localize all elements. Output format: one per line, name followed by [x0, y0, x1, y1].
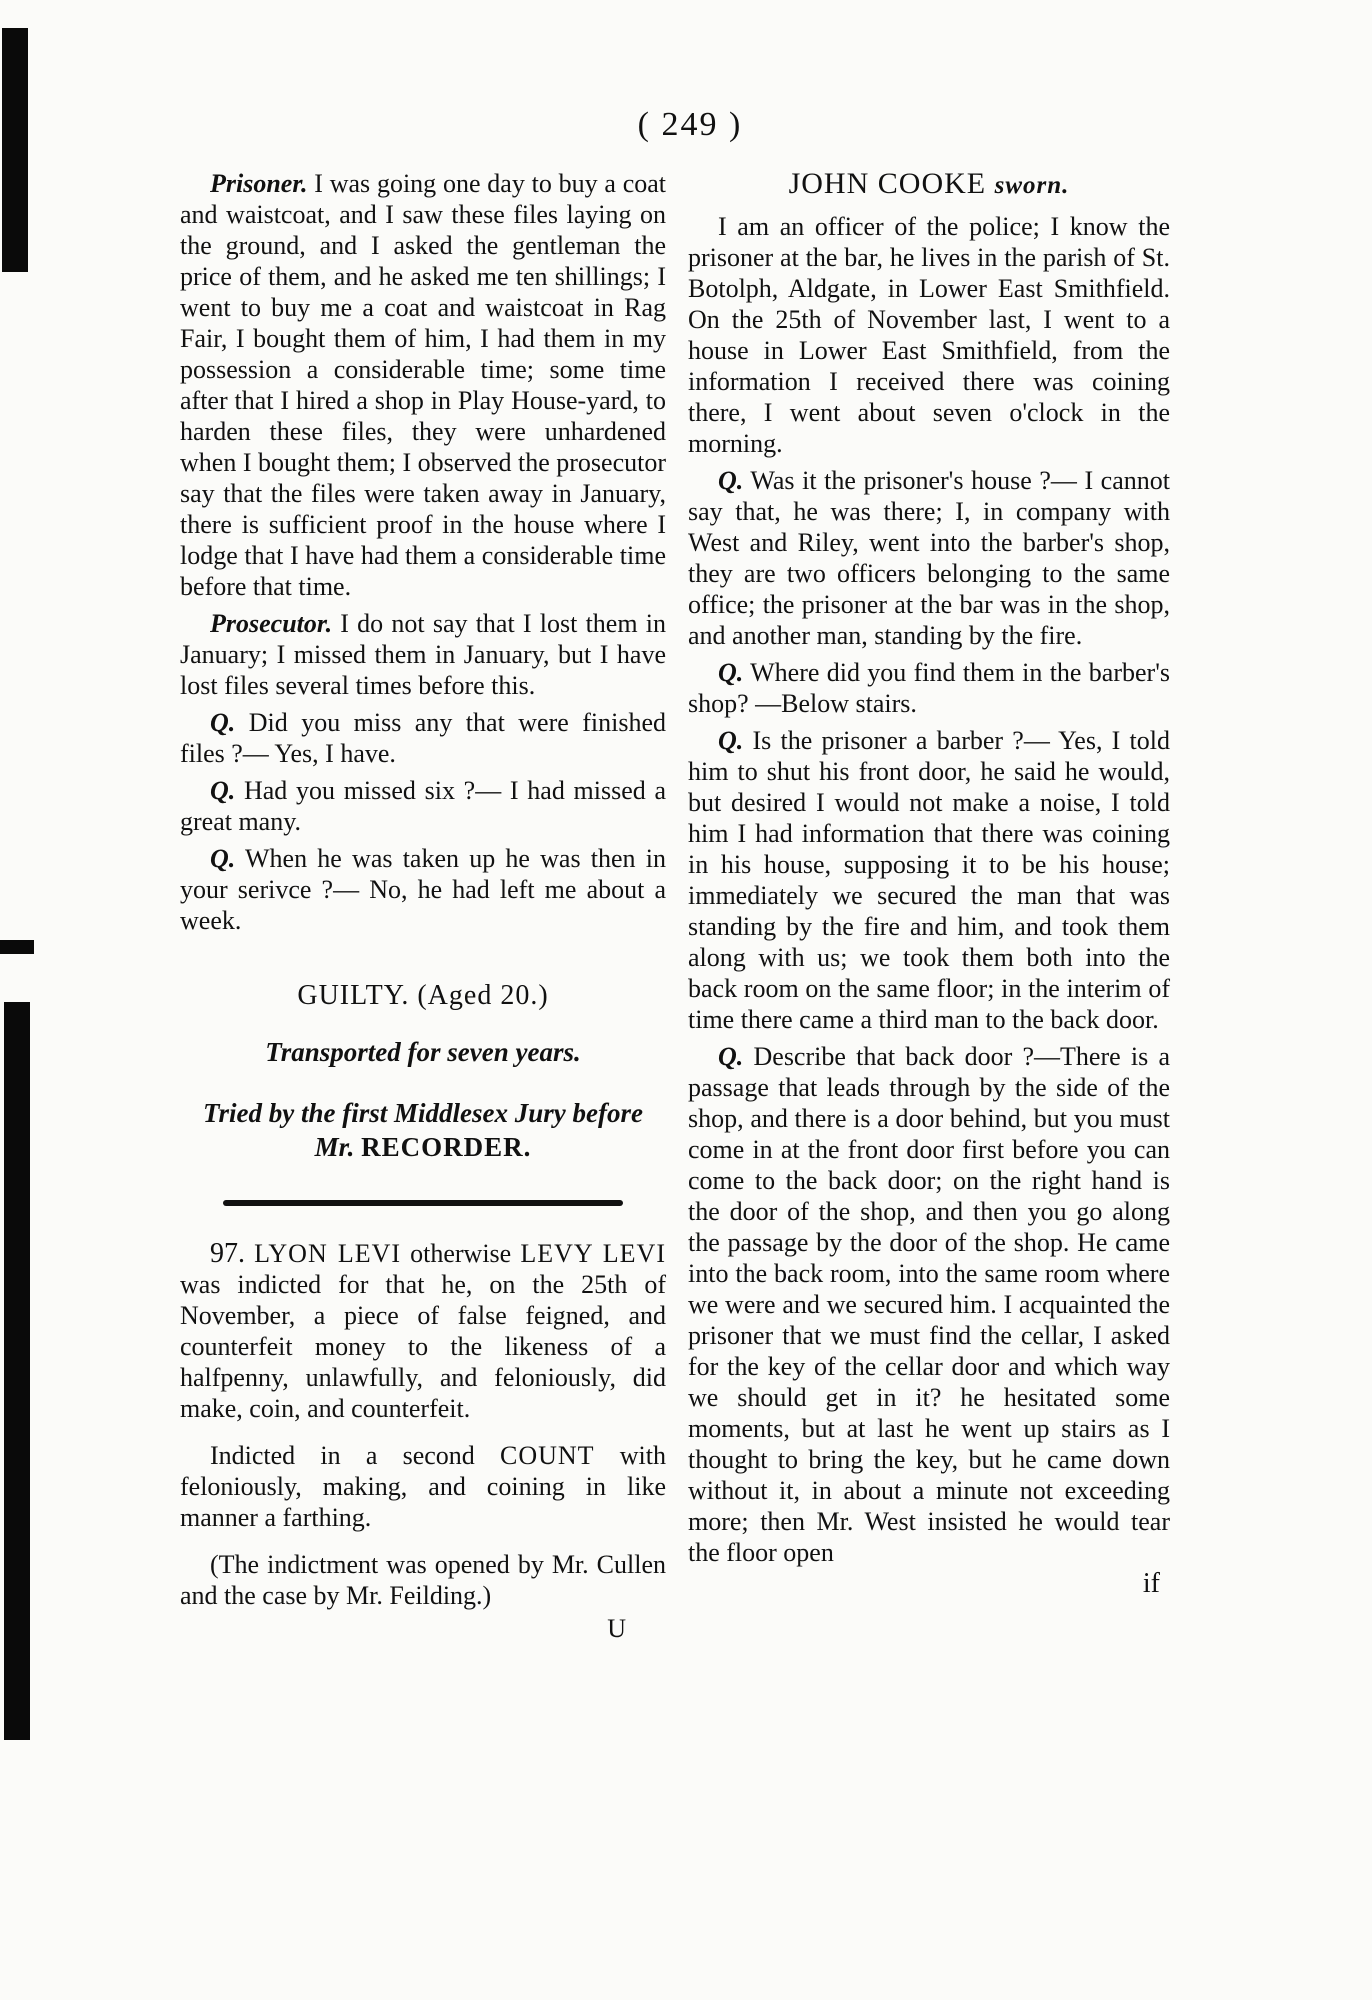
- catchword: if: [1142, 1568, 1160, 1599]
- paragraph-text: I do not say that I lost them in January; I missed them in January, but I have lost files several times before this.: [180, 609, 666, 700]
- paragraph-text: with feloniously, making, and coining in like manner a farthing.: [180, 1441, 666, 1532]
- question-paragraph: [180, 843, 666, 936]
- speaker-label: Prisoner.: [210, 169, 308, 198]
- speaker-label: Prosecutor.: [210, 609, 333, 638]
- witness-name: JOHN COOKE: [788, 167, 987, 200]
- question-mark-label: Q.: [210, 844, 236, 873]
- paragraph: [688, 211, 1170, 459]
- paragraph: [180, 608, 666, 701]
- paragraph: [180, 168, 666, 602]
- question-paragraph: [688, 725, 1170, 1035]
- paragraph-text: Did you miss any that were finished files ?— Yes, I have.: [180, 708, 666, 768]
- question-mark-label: Q.: [210, 708, 236, 737]
- defendant-alias: LEVY LEVI: [520, 1239, 666, 1268]
- signature-mark: U: [607, 1614, 626, 1643]
- paragraph-text: Had you missed six ?— I had missed a great many.: [180, 776, 666, 836]
- paragraph-text: I am an officer of the police; I know the prisoner at the bar, he lives in the parish of St. Botolph, Aldgate, in Lower East Smithfield. On the 25th of November last, I went to a house in Lower East Smithfield, from the information I received there was coining there, I went about seven o'clock in the morning.: [688, 212, 1170, 458]
- paragraph-text: otherwise: [401, 1239, 521, 1268]
- question-paragraph: [688, 1041, 1170, 1568]
- left-column: [180, 168, 666, 1644]
- question-mark-label: Q.: [718, 726, 744, 755]
- case-number: 97.: [210, 1238, 245, 1269]
- paragraph-text: Where did you find them in the barber's shop? —Below stairs.: [688, 658, 1170, 718]
- sentence: Transported for seven years.: [265, 1037, 581, 1067]
- section-divider: [223, 1200, 623, 1206]
- trial-note-recorder: RECORDER.: [361, 1132, 532, 1162]
- trial-note-line: Tried by the first Middlesex Jury before: [203, 1098, 643, 1128]
- trial-note: [180, 1096, 666, 1164]
- page-number: ( 249 ): [637, 106, 743, 143]
- binding-edge-mark: [0, 940, 34, 954]
- paragraph-text: Indicted in a second: [210, 1441, 500, 1470]
- witness-sworn: sworn.: [994, 172, 1070, 199]
- question-paragraph: [688, 657, 1170, 719]
- trial-note-title: Mr.: [314, 1132, 355, 1162]
- paragraph-text: Describe that back door ?—There is a passage that leads through by the side of the shop, and there is a door behind, but you must come in at the front door first before you can come to the back door; on the right hand is the door of the shop, and then you go along the passage by the door of the shop. He came into the back room, into the same room where we were and we secured him. I acquainted the prisoner that we must find the cellar, I asked for the key of the cellar door and which way we should get in it? he hesitated some moments, but at last he went up stairs as I thought to bring the key, but he came down without it, in about a minute not exceeding more; then Mr. West insisted he would tear the floor open: [688, 1042, 1170, 1567]
- question-paragraph: [688, 465, 1170, 651]
- defendant-name: LYON LEVI: [254, 1239, 402, 1268]
- paragraph-text: Was it the prisoner's house ?— I cannot say that, he was there; I, in company with West and Riley, went into the barber's shop, they are two officers belonging to the same office; the prisoner at the bar was in the shop, and another man, standing by the fire.: [688, 466, 1170, 650]
- question-mark-label: Q.: [718, 658, 744, 687]
- paragraph: [180, 1549, 666, 1611]
- question-paragraph: [180, 707, 666, 769]
- case-paragraph: [180, 1238, 666, 1424]
- binding-edge-mark: [2, 28, 28, 272]
- paragraph: [180, 1440, 666, 1533]
- paragraph-text: When he was taken up he was then in your serivce ?— No, he had left me about a week.: [180, 844, 666, 935]
- paragraph-text: I was going one day to buy a coat and waistcoat, and I saw these files laying on the ground, and I asked the gentleman the price of them, and he asked me ten shillings; I went to buy me a coat and waistcoat in Rag Fair, I bought them of him, I had them in my possession a considerable time; some time after that I hired a shop in Play House-yard, to harden these files, they were unhardened when I bought them; I observed the prosecutor say that the files were taken away in January, there is sufficient proof in the house where I lodge that I have had them a considerable time before that time.: [180, 169, 666, 601]
- trial-note-line: [180, 1130, 666, 1164]
- binding-edge-mark: [4, 1002, 30, 1740]
- right-column: [688, 168, 1170, 1599]
- question-mark-label: Q.: [718, 1042, 744, 1071]
- count-label: COUNT: [500, 1441, 595, 1470]
- question-mark-label: Q.: [210, 776, 236, 805]
- question-mark-label: Q.: [718, 466, 744, 495]
- paragraph-text: (The indictment was opened by Mr. Cullen and the case by Mr. Feilding.): [180, 1550, 666, 1610]
- witness-heading: [688, 168, 1170, 201]
- paragraph-text: was indicted for that he, on the 25th of November, a piece of false feigned, and counterfeit money to the likeness of a halfpenny, unlawfully, and feloniously, did make, coin, and counterfeit.: [180, 1270, 666, 1423]
- paragraph-text: Is the prisoner a barber ?— Yes, I told him to shut his front door, he said he would, but desired I would not make a noise, I told him I had information that there was coining in his house, supposing it to be his house; immediately we secured the man that was standing by the fire and him, and took them along with us; we took them both into the back room on the same floor; in the interim of time there came a third man to the back door.: [688, 726, 1170, 1034]
- verdict: GUILTY. (Aged 20.): [297, 980, 549, 1011]
- question-paragraph: [180, 775, 666, 837]
